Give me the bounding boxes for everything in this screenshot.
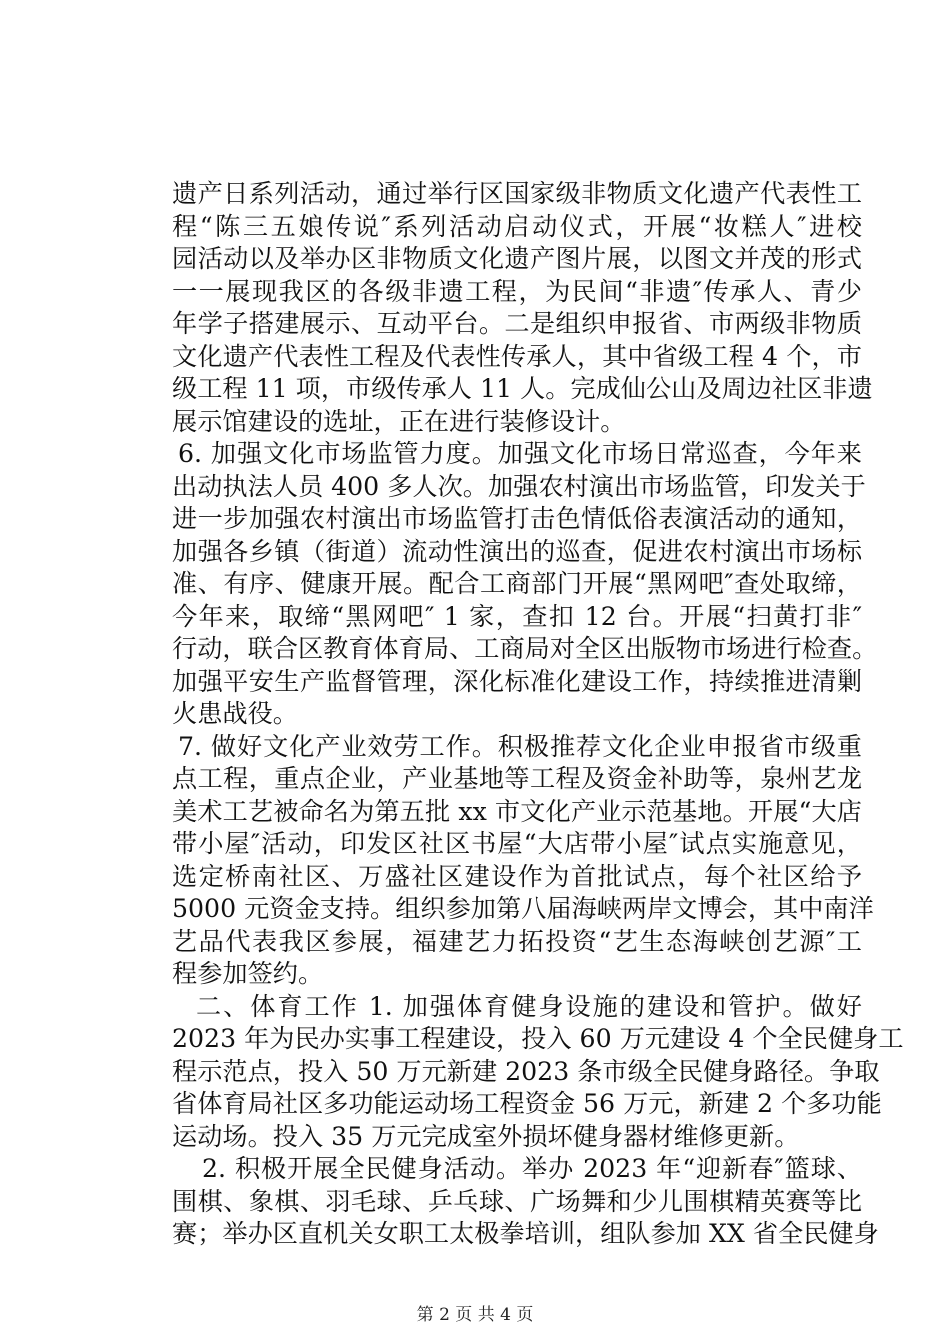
text-line: 省体育局社区多功能运动场工程资金 56 万元，新建 2 个多功能 bbox=[172, 1089, 882, 1118]
paragraph-start-line: 2. 积极开展全民健身活动。举办 2023 年“迎新春″篮球、 bbox=[202, 1154, 862, 1183]
text-line: 程参加签约。 bbox=[172, 959, 324, 988]
page-footer: 第 2 页 共 4 页 bbox=[416, 1305, 534, 1325]
text-line: 艺品代表我区参展，福建艺力拓投资“艺生态海峡创艺源″工 bbox=[172, 926, 862, 956]
text-line: 准、有序、健康开展。配合工商部门开展“黑网吧″查处取缔， bbox=[172, 569, 862, 598]
document-body bbox=[172, 178, 904, 1251]
text-line: 年学子搭建展示、互动平台。二是组织申报省、市两级非物质 bbox=[172, 309, 862, 338]
text-line: 程“陈三五娘传说″系列活动启动仪式，开展“妆糕人″进校 bbox=[172, 211, 862, 241]
text-line: 行动，联合区教育体育局、工商局对全区出版物市场进行检查。 bbox=[172, 634, 878, 663]
text-line: 选定桥南社区、万盛社区建设作为首批试点，每个社区给予 bbox=[172, 861, 862, 891]
paragraph-start-line: 7. 做好文化产业效劳工作。积极推荐文化企业申报省市级重 bbox=[178, 731, 862, 761]
text-line: 级工程 11 项，市级传承人 11 人。完成仙公山及周边社区非遗 bbox=[172, 374, 873, 403]
paragraph-start-line: 6. 加强文化市场监管力度。加强文化市场日常巡查，今年来 bbox=[178, 439, 862, 468]
text-line: 美术工艺被命名为第五批 xx 市文化产业示范基地。开展“大店 bbox=[172, 796, 862, 826]
text-line: 出动执法人员 400 多人次。加强农村演出市场监管，印发关于 bbox=[172, 471, 866, 501]
text-line: 进一步加强农村演出市场监管打击色情低俗表演活动的通知， bbox=[172, 504, 862, 533]
text-line: 园活动以及举办区非物质文化遗产图片展，以图文并茂的形式 bbox=[172, 244, 862, 273]
text-line: 展示馆建设的选址，正在进行装修设计。 bbox=[172, 406, 626, 436]
text-line: 遗产日系列活动，通过举行区国家级非物质文化遗产代表性工 bbox=[172, 179, 862, 208]
text-line: 程示范点，投入 50 万元新建 2023 条市级全民健身路径。争取 bbox=[172, 1056, 880, 1086]
text-line: 加强各乡镇（街道）流动性演出的巡查，促进农村演出市场标 bbox=[172, 536, 862, 566]
text-line: 2023 年为民办实事工程建设，投入 60 万元建设 4 个全民健身工 bbox=[172, 1024, 904, 1053]
section-heading-line: 二、体育工作 1. 加强体育健身设施的建设和管护。做好 bbox=[196, 991, 862, 1021]
text-line: 5000 元资金支持。组织参加第八届海峡两岸文博会，其中南洋 bbox=[172, 894, 874, 923]
text-line: 围棋、象棋、羽毛球、乒乓球、广场舞和少儿围棋精英赛等比 bbox=[172, 1186, 862, 1216]
text-line: 今年来，取缔“黑网吧″ 1 家，查扣 12 台。开展“扫黄打非″ bbox=[172, 601, 862, 631]
text-line: 赛；举办区直机关女职工太极拳培训，组队参加 XX 省全民健身 bbox=[172, 1219, 879, 1248]
text-line: 带小屋″活动，印发区社区书屋“大店带小屋″试点实施意见， bbox=[172, 829, 862, 858]
text-line: 加强平安生产监督管理，深化标准化建设工作，持续推进清剿 bbox=[172, 666, 862, 696]
text-line: 文化遗产代表性工程及代表性传承人，其中省级工程 4 个，市 bbox=[172, 341, 862, 371]
text-line: 一一展现我区的各级非遗工程，为民间“非遗″传承人、青少 bbox=[172, 276, 862, 306]
text-line: 运动场。投入 35 万元完成室外损坏健身器材维修更新。 bbox=[172, 1121, 800, 1151]
text-line: 点工程，重点企业，产业基地等工程及资金补助等，泉州艺龙 bbox=[172, 764, 862, 793]
text-line: 火患战役。 bbox=[172, 699, 298, 728]
